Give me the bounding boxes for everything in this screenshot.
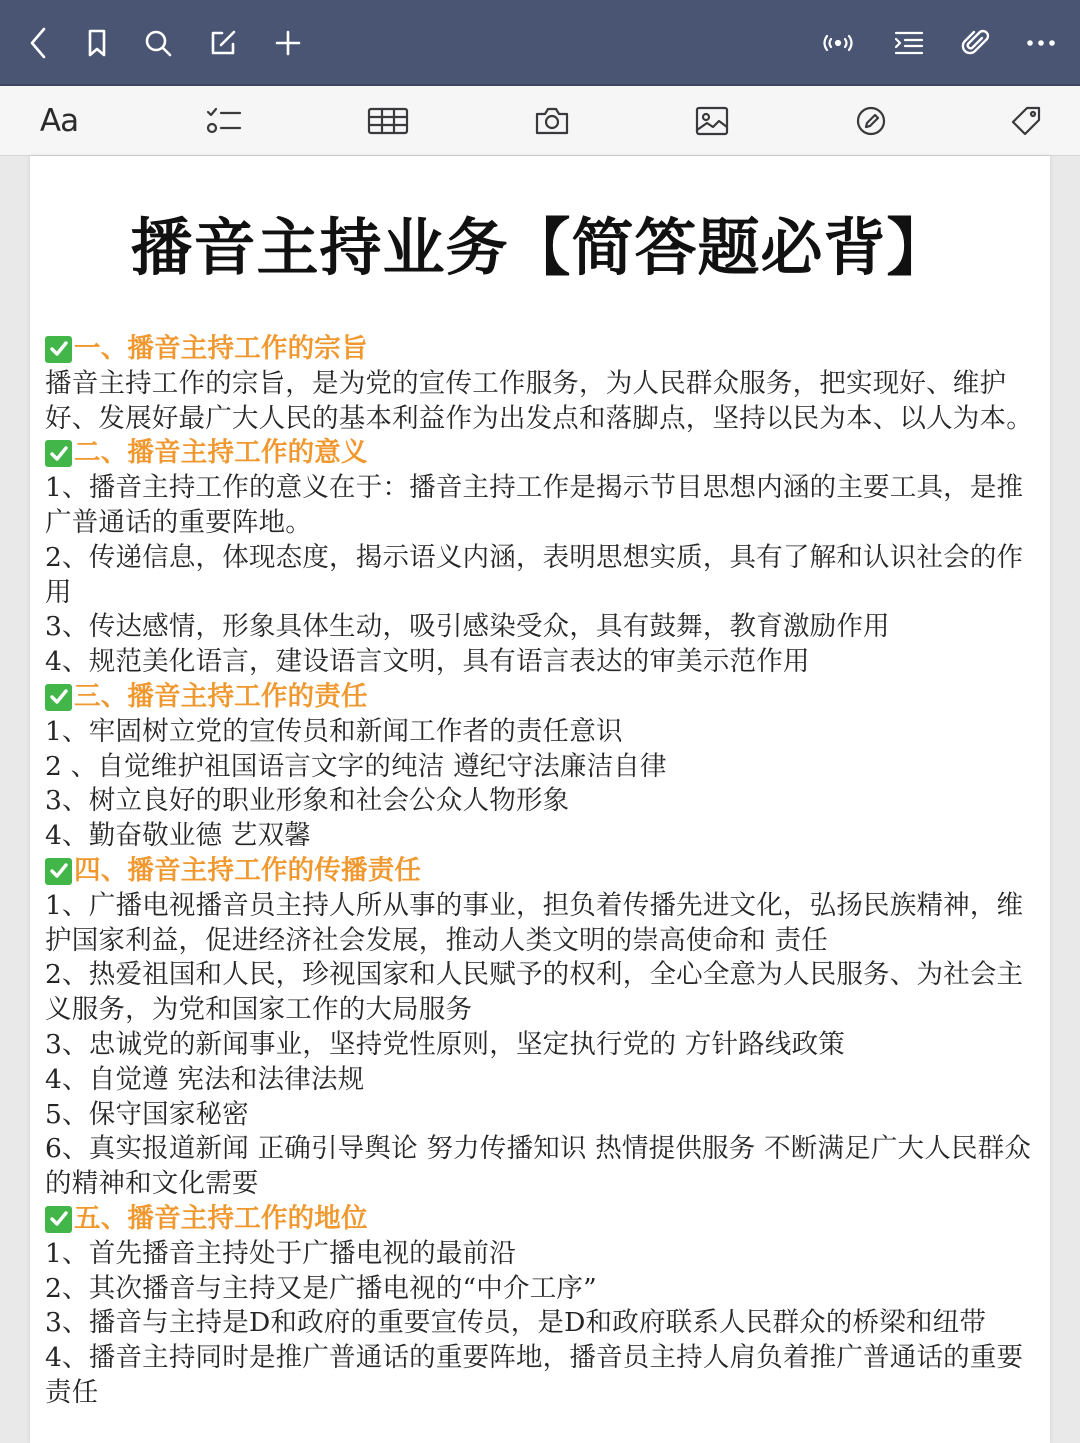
document-title[interactable]: 播音主持业务【简答题必背】 [130,211,950,284]
outline-button[interactable] [884,18,934,68]
paragraph: 3、播音与主持是D和政府的重要宣传员，是D和政府联系人民群众的桥梁和纽带 [45,1307,987,1339]
checkbox-checked-icon[interactable] [45,1206,72,1233]
bookmark-icon [83,27,111,59]
paragraph: 6、真实报道新闻 正确引导舆论 努力传播知识 热情提供服务 不断满足广大人民群众的精神和文化需要 [45,1133,1032,1200]
more-icon [1026,38,1056,48]
search-icon [143,28,173,58]
outline-icon [893,29,925,57]
attachment-icon [961,28,991,58]
paragraph: 2、热爱祖国和人民，珍视国家和人民赋予的权利，全心全意为人民服务、为社会主义服务，为党和国家工作的大局服务 [45,959,1024,1026]
plus-icon [273,28,303,58]
camera-button[interactable] [525,96,579,146]
paragraph: 4、规范美化语言，建设语言文明，具有语言表达的审美示范作用 [45,646,810,678]
paragraph: 1、牢固树立党的宣传员和新闻工作者的责任意识 [45,715,623,747]
more-button[interactable] [1016,18,1066,68]
section-heading-text: 四、播音主持工作的传播责任 [74,854,422,886]
pen-button[interactable] [844,96,898,146]
paragraph: 播音主持工作的宗旨，是为党的宣传工作服务，为人民群众服务，把实现好、维护好、发展好最广大人民的基本利益作为出发点和落脚点，坚持以民为本、以人为本。 [45,367,1033,434]
pen-icon [855,105,887,137]
section-heading-text: 五、播音主持工作的地位 [74,1202,368,1234]
section-heading[interactable] [45,436,1040,471]
section-heading-text: 三、播音主持工作的责任 [74,680,368,712]
checkbox-checked-icon[interactable] [45,440,72,467]
broadcast-icon [821,31,855,55]
image-icon [694,105,730,137]
paragraph: 3、树立良好的职业形象和社会公众人物形象 [45,785,570,817]
back-button[interactable] [14,18,64,68]
paragraph: 2 、自觉维护祖国语言文字的纯洁 遵纪守法廉洁自律 [45,750,667,782]
text-format-icon: Aa [39,103,79,139]
paragraph: 3、传达感情，形象具体生动，吸引感染受众，具有鼓舞，教育激励作用 [45,611,890,643]
checklist-button[interactable] [197,96,251,146]
edit-icon [208,28,238,58]
broadcast-button[interactable] [813,18,863,68]
text-format-button[interactable] [32,96,86,146]
checkbox-checked-icon[interactable] [45,858,72,885]
table-icon [367,107,409,135]
section-heading[interactable] [45,332,1040,367]
tag-icon [1010,105,1042,137]
section-heading[interactable] [45,854,1040,889]
paragraph: 1、广播电视播音员主持人所从事的事业，担负着传播先进文化，弘扬民族精神，维护国家利益，促进经济社会发展，推动人类文明的崇高使命和 责任 [45,889,1024,956]
bookmark-button[interactable] [72,18,122,68]
checkbox-checked-icon[interactable] [45,684,72,711]
section-heading[interactable] [45,1202,1040,1237]
paragraph: 1、首先播音主持处于广播电视的最前沿 [45,1237,516,1269]
image-button[interactable] [685,96,739,146]
checklist-icon [205,106,243,136]
formatting-toolbar [0,86,1080,156]
paragraph: 5、保守国家秘密 [45,1098,249,1130]
section-heading-text: 一、播音主持工作的宗旨 [74,333,368,364]
edit-button[interactable] [198,18,248,68]
tag-button[interactable] [999,96,1053,146]
search-button[interactable] [133,18,183,68]
paragraph: 4、勤奋敬业德 艺双馨 [45,820,311,852]
camera-icon [534,106,570,136]
document-page[interactable] [30,156,1050,1443]
section-heading[interactable] [45,680,1040,715]
table-button[interactable] [361,96,415,146]
paragraph: 3、忠诚党的新闻事业，坚持党性原则，坚定执行党的 方针路线政策 [45,1028,845,1060]
top-navigation-bar [0,0,1080,86]
paragraph: 4、播音主持同时是推广普通话的重要阵地，播音员主持人肩负着推广普通话的重要责任 [45,1342,1024,1408]
document-body[interactable] [45,332,1040,1411]
back-icon [24,25,54,61]
paragraph: 2、传递信息，体现态度，揭示语义内涵，表明思想实质，具有了解和认识社会的作用 [45,541,1024,608]
attachment-button[interactable] [951,18,1001,68]
paragraph: 4、自觉遵 宪法和法律法规 [45,1063,365,1095]
checkbox-checked-icon[interactable] [45,336,72,363]
add-button[interactable] [263,18,313,68]
paragraph: 2、其次播音与主持又是广播电视的“中介工序” [45,1272,597,1304]
section-heading-text: 二、播音主持工作的意义 [74,437,368,469]
paragraph: 1、播音主持工作的意义在于：播音主持工作是揭示节目思想内涵的主要工具，是推广普通话的重要阵地。 [45,472,1024,538]
